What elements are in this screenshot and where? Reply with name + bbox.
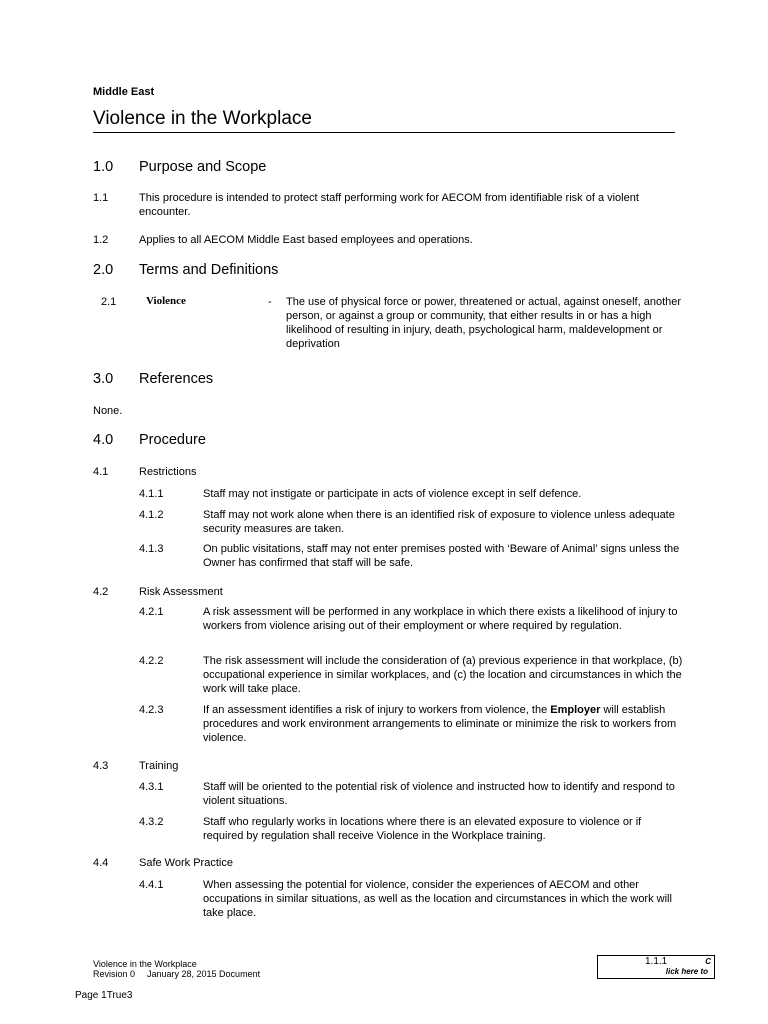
section-title: References xyxy=(139,371,214,387)
item-text: Staff may not work alone when there is an identified risk of exposure to violence unless adequate security measures are taken. xyxy=(203,509,675,535)
item-number: 4.1.2 xyxy=(139,509,164,521)
section-number: 3.0 xyxy=(93,371,114,387)
subsection-number: 4.1 xyxy=(93,466,109,478)
footer-date-document: January 28, 2015 Document xyxy=(147,969,261,979)
references-text: None. xyxy=(93,405,123,417)
page-label: Page 1True3 xyxy=(75,990,133,1001)
section-title: Purpose and Scope xyxy=(139,159,267,175)
item-text xyxy=(203,703,683,745)
subsection-label: Safe Work Practice xyxy=(139,857,233,869)
item-text: Staff who regularly works in locations where there is an elevated exposure to violence or if required by regulation shall receive Violence in the Workplace training. xyxy=(203,816,642,842)
subsection-number: 4.3 xyxy=(93,760,109,772)
footer-document-box[interactable] xyxy=(597,955,715,979)
term-number: 2.1 xyxy=(101,296,117,308)
paragraph-number: 1.2 xyxy=(93,234,109,246)
footer-box-link[interactable]: lick here to xyxy=(665,967,708,976)
footer-doc-title: Violence in the Workplace xyxy=(93,959,197,969)
footer-box-number: 1.1.1 xyxy=(645,956,668,967)
subsection-number: 4.4 xyxy=(93,857,109,869)
item-number: 4.1.3 xyxy=(139,543,164,555)
region-label: Middle East xyxy=(93,86,155,98)
section-number: 2.0 xyxy=(93,262,114,278)
employer-term: Employer xyxy=(550,704,601,716)
section-title: Procedure xyxy=(139,432,206,448)
item-text: Staff may not instigate or participate in acts of violence except in self defence. xyxy=(203,488,582,500)
section-number: 1.0 xyxy=(93,159,114,175)
subsection-label: Restrictions xyxy=(139,466,197,478)
item-number: 4.3.2 xyxy=(139,816,164,828)
item-text: Staff will be oriented to the potential risk of violence and instructed how to identify and respond to violent situations. xyxy=(203,781,675,807)
term-dash: - xyxy=(268,296,272,308)
section-number: 4.0 xyxy=(93,432,114,448)
subsection-number: 4.2 xyxy=(93,586,109,598)
item-number: 4.2.3 xyxy=(139,704,164,716)
item-text-part: will establish procedures and work environment arrangements to eliminate or minimize the risk to workers from violence. xyxy=(203,704,677,744)
item-number: 4.2.1 xyxy=(139,606,164,618)
item-number: 4.1.1 xyxy=(139,488,164,500)
item-text-part: If an assessment identifies a risk of injury to workers from violence, the xyxy=(203,704,551,716)
paragraph-text: This procedure is intended to protect staff performing work for AECOM from identifiable risk of a violent encounter. xyxy=(139,192,639,218)
term-name: Violence xyxy=(146,295,186,307)
item-text: When assessing the potential for violence, consider the experiences of AECOM and other occupations in similar situations, as well as the location and circumstances in which the work will take place. xyxy=(203,879,672,919)
paragraph-text: Applies to all AECOM Middle East based employees and operations. xyxy=(139,234,473,246)
footer-box-letter: C xyxy=(705,957,711,966)
document-title: Violence in the Workplace xyxy=(93,108,675,133)
section-title: Terms and Definitions xyxy=(139,262,279,278)
term-definition: The use of physical force or power, threatened or actual, against oneself, another person, or against a group or community, that either results in or has a high likelihood of resulting in injury, death, psychological harm, maldevelopment or deprivation xyxy=(286,296,682,350)
item-number: 4.3.1 xyxy=(139,781,164,793)
paragraph-number: 1.1 xyxy=(93,192,109,204)
item-text: The risk assessment will include the consideration of (a) previous experience in that workplace, (b) occupational experience in similar workplaces, and (c) the location and circumstances in which the work will take place. xyxy=(203,655,683,695)
footer-revision: Revision 0 xyxy=(93,969,136,979)
item-number: 4.2.2 xyxy=(139,655,164,667)
item-text: On public visitations, staff may not enter premises posted with ‘Beware of Animal’ signs unless the Owner has confirmed that staff will be safe. xyxy=(203,543,680,569)
subsection-label: Risk Assessment xyxy=(139,586,223,598)
item-number: 4.4.1 xyxy=(139,879,164,891)
item-text: A risk assessment will be performed in any workplace in which there exists a likelihood of injury to workers from violence arising out of their employment or where required by regulation. xyxy=(203,606,678,632)
subsection-label: Training xyxy=(139,760,179,772)
